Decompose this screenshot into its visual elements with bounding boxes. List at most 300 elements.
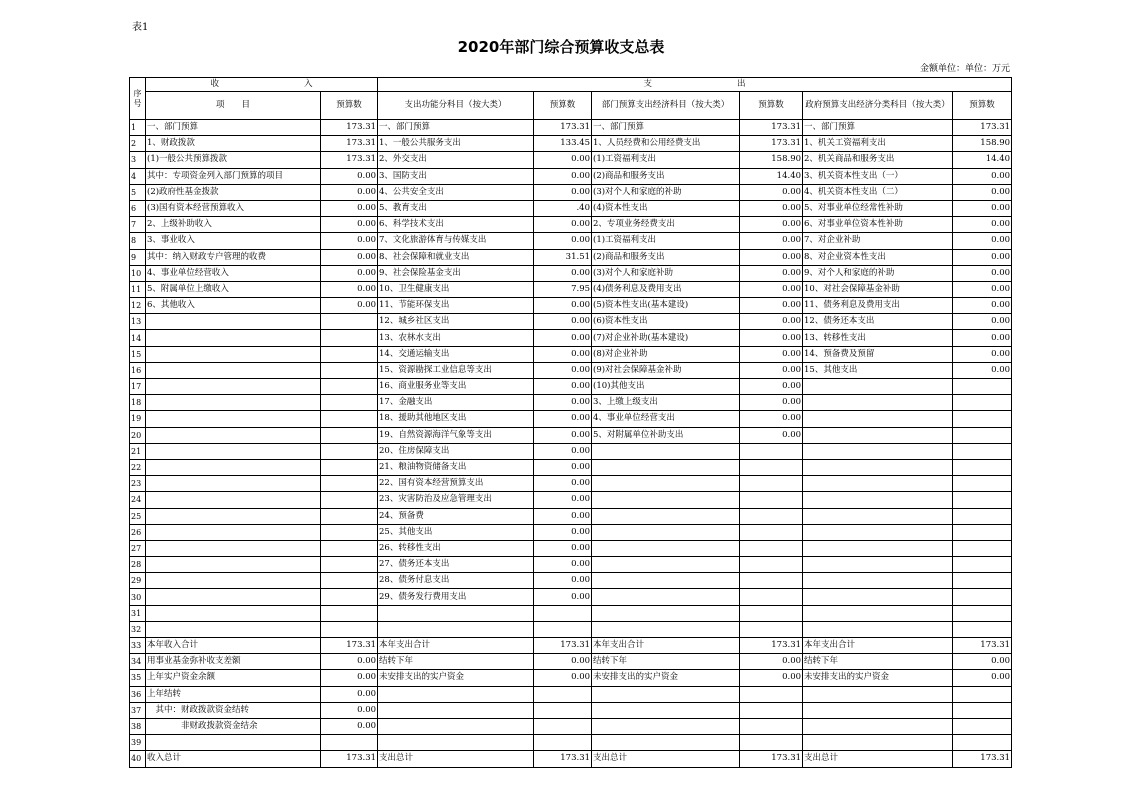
dept-econ-amount: 14.40: [740, 168, 803, 184]
gov-econ-item: 10、对社会保障基金补助: [803, 281, 953, 297]
dept-econ-item: (7)对企业补助(基本建设): [592, 330, 740, 346]
dept-econ-item: (2)商品和服务支出: [592, 168, 740, 184]
function-amount: 173.31: [534, 120, 592, 136]
row-number: 11: [130, 281, 146, 297]
gov-econ-amount: 173.31: [953, 120, 1012, 136]
table-row: [130, 718, 1012, 734]
income-item: [146, 443, 321, 459]
income-amount: [321, 411, 378, 427]
dept-econ-amount: [740, 605, 803, 621]
row-number: 27: [130, 540, 146, 556]
dept-econ-amount: 173.31: [740, 136, 803, 152]
dept-econ-item: [592, 557, 740, 573]
income-amount: 173.31: [321, 152, 378, 168]
gov-econ-item: [803, 395, 953, 411]
income-item: [146, 411, 321, 427]
function-amount: .40: [534, 200, 592, 216]
dept-econ-amount: 0.00: [740, 265, 803, 281]
row-number: 13: [130, 314, 146, 330]
dept-econ-item: 2、专项业务经费支出: [592, 217, 740, 233]
gov-econ-item: [803, 508, 953, 524]
function-amount: 0.00: [534, 573, 592, 589]
function-amount: 0.00: [534, 540, 592, 556]
function-amount: 0.00: [534, 168, 592, 184]
dept-econ-item: (4)资本性支出: [592, 200, 740, 216]
row-number: 24: [130, 492, 146, 508]
row-number: 26: [130, 524, 146, 540]
gov-econ-amount: 0.00: [953, 314, 1012, 330]
income-amount: 0.00: [321, 200, 378, 216]
dept-econ-item: [592, 718, 740, 734]
income-amount: [321, 735, 378, 751]
function-item: 29、债务发行费用支出: [378, 589, 534, 605]
dept-econ-amount: [740, 735, 803, 751]
income-amount: [321, 573, 378, 589]
gov-econ-amount: 0.00: [953, 200, 1012, 216]
function-item: 23、灾害防治及应急管理支出: [378, 492, 534, 508]
function-item: 13、农林水支出: [378, 330, 534, 346]
row-number: 5: [130, 184, 146, 200]
function-item: 27、债务还本支出: [378, 557, 534, 573]
function-amount: [534, 686, 592, 702]
gov-econ-item: [803, 605, 953, 621]
function-item: 19、自然资源海洋气象等支出: [378, 427, 534, 443]
table-row: [130, 459, 1012, 475]
income-item: [146, 589, 321, 605]
gov-econ-item: 12、债务还本支出: [803, 314, 953, 330]
function-item: 25、其他支出: [378, 524, 534, 540]
gov-econ-amount: [953, 621, 1012, 637]
gov-econ-item: 一、部门预算: [803, 120, 953, 136]
income-amount: [321, 508, 378, 524]
gov-econ-item: 1、机关工资福利支出: [803, 136, 953, 152]
function-item: 10、卫生健康支出: [378, 281, 534, 297]
gov-econ-item: 结转下年: [803, 654, 953, 670]
dept-econ-item: (2)商品和服务支出: [592, 249, 740, 265]
table-row: [130, 233, 1012, 249]
function-amount: 0.00: [534, 557, 592, 573]
function-item: 本年支出合计: [378, 638, 534, 654]
unit-label: 金额单位：单位：万元: [919, 64, 1010, 74]
row-number: 4: [130, 168, 146, 184]
income-item: [146, 492, 321, 508]
function-amount: 0.00: [534, 314, 592, 330]
dept-econ-item: [592, 621, 740, 637]
table-row: [130, 524, 1012, 540]
function-amount: 0.00: [534, 670, 592, 686]
dept-econ-item: (1)工资福利支出: [592, 152, 740, 168]
row-number: 17: [130, 379, 146, 395]
gov-econ-item: 2、机关商品和服务支出: [803, 152, 953, 168]
dept-econ-item: (10)其他支出: [592, 379, 740, 395]
income-item: [146, 476, 321, 492]
function-amount: [534, 605, 592, 621]
function-amount: 173.31: [534, 751, 592, 767]
income-item: [146, 508, 321, 524]
function-item: [378, 718, 534, 734]
gov-econ-item: 本年支出合计: [803, 638, 953, 654]
income-item: 6、其他收入: [146, 298, 321, 314]
dept-econ-amount: 0.00: [740, 346, 803, 362]
row-number: 19: [130, 411, 146, 427]
dept-econ-amount: 0.00: [740, 670, 803, 686]
function-item: 4、公共安全支出: [378, 184, 534, 200]
function-item: [378, 605, 534, 621]
gov-econ-amount: 0.00: [953, 670, 1012, 686]
table-row: [130, 751, 1012, 767]
dept-econ-amount: 0.00: [740, 314, 803, 330]
row-number: 12: [130, 298, 146, 314]
function-amount: 133.45: [534, 136, 592, 152]
gov-econ-amount: [953, 605, 1012, 621]
function-amount: 31.51: [534, 249, 592, 265]
function-item: 结转下年: [378, 654, 534, 670]
row-number: 33: [130, 638, 146, 654]
income-amount: [321, 589, 378, 605]
income-item: [146, 395, 321, 411]
gov-econ-item: 9、对个人和家庭的补助: [803, 265, 953, 281]
function-item: 22、国有资本经营预算支出: [378, 476, 534, 492]
dept-econ-amount: 0.00: [740, 654, 803, 670]
dept-econ-amount: [740, 686, 803, 702]
income-amount: 0.00: [321, 233, 378, 249]
table-row: [130, 589, 1012, 605]
gov-econ-amount: [953, 459, 1012, 475]
row-number: 40: [130, 751, 146, 767]
table-row: [130, 654, 1012, 670]
table-row: [130, 200, 1012, 216]
gov-econ-item: [803, 686, 953, 702]
gov-econ-amount: [953, 735, 1012, 751]
row-number: 37: [130, 702, 146, 718]
col-header-amount: 预算数: [953, 92, 1012, 120]
income-item: [146, 621, 321, 637]
table-row: [130, 638, 1012, 654]
income-item: 其中：财政拨款资金结转: [146, 702, 321, 718]
income-item: 4、事业单位经营收入: [146, 265, 321, 281]
gov-econ-amount: [953, 573, 1012, 589]
income-amount: 0.00: [321, 249, 378, 265]
gov-econ-amount: [953, 702, 1012, 718]
row-number: 30: [130, 589, 146, 605]
function-amount: [534, 702, 592, 718]
income-amount: 0.00: [321, 718, 378, 734]
income-item: 非财政拨款资金结余: [146, 718, 321, 734]
function-item: 14、交通运输支出: [378, 346, 534, 362]
seq-header: 序号: [130, 78, 146, 120]
row-number: 34: [130, 654, 146, 670]
gov-econ-item: [803, 476, 953, 492]
dept-econ-item: (6)资本性支出: [592, 314, 740, 330]
dept-econ-item: [592, 605, 740, 621]
header-row-1: [130, 78, 1012, 92]
function-amount: 0.00: [534, 265, 592, 281]
dept-econ-amount: 173.31: [740, 120, 803, 136]
gov-econ-amount: 0.00: [953, 233, 1012, 249]
row-number: 21: [130, 443, 146, 459]
row-number: 35: [130, 670, 146, 686]
income-item: [146, 330, 321, 346]
income-amount: 0.00: [321, 281, 378, 297]
dept-econ-amount: 173.31: [740, 638, 803, 654]
row-number: 32: [130, 621, 146, 637]
table-row: [130, 362, 1012, 378]
income-item: [146, 524, 321, 540]
function-amount: 0.00: [534, 508, 592, 524]
dept-econ-item: [592, 540, 740, 556]
gov-econ-amount: [953, 411, 1012, 427]
function-amount: 0.00: [534, 362, 592, 378]
income-item: 3、事业收入: [146, 233, 321, 249]
dept-econ-item: [592, 702, 740, 718]
function-amount: 0.00: [534, 654, 592, 670]
table-row: [130, 686, 1012, 702]
row-number: 1: [130, 120, 146, 136]
dept-econ-item: (3)对个人和家庭补助: [592, 265, 740, 281]
income-item: 收入总计: [146, 751, 321, 767]
gov-econ-item: [803, 573, 953, 589]
income-item: (2)政府性基金拨款: [146, 184, 321, 200]
income-item: 其中：纳入财政专户管理的收费: [146, 249, 321, 265]
function-item: 3、国防支出: [378, 168, 534, 184]
table-row: [130, 605, 1012, 621]
income-amount: 173.31: [321, 638, 378, 654]
dept-econ-amount: 0.00: [740, 330, 803, 346]
table-row: [130, 168, 1012, 184]
function-amount: 0.00: [534, 379, 592, 395]
row-number: 20: [130, 427, 146, 443]
gov-econ-item: 7、对企业补助: [803, 233, 953, 249]
table-row: [130, 540, 1012, 556]
function-item: 支出总计: [378, 751, 534, 767]
dept-econ-amount: [740, 702, 803, 718]
income-amount: [321, 459, 378, 475]
table-row: [130, 621, 1012, 637]
gov-econ-amount: 14.40: [953, 152, 1012, 168]
income-item: [146, 540, 321, 556]
table-row: [130, 557, 1012, 573]
dept-econ-item: [592, 686, 740, 702]
table-row: [130, 443, 1012, 459]
gov-econ-item: [803, 589, 953, 605]
dept-econ-item: [592, 508, 740, 524]
function-amount: 0.00: [534, 217, 592, 233]
row-number: 10: [130, 265, 146, 281]
gov-econ-amount: [953, 379, 1012, 395]
dept-econ-amount: 0.00: [740, 379, 803, 395]
gov-econ-item: 未安排支出的实户资金: [803, 670, 953, 686]
income-amount: 173.31: [321, 120, 378, 136]
income-amount: [321, 443, 378, 459]
gov-econ-item: 5、对事业单位经常性补助: [803, 200, 953, 216]
income-amount: [321, 524, 378, 540]
income-amount: 0.00: [321, 217, 378, 233]
income-amount: 0.00: [321, 702, 378, 718]
dept-econ-item: 5、对附属单位补助支出: [592, 427, 740, 443]
dept-econ-amount: 158.90: [740, 152, 803, 168]
gov-econ-item: 4、机关资本性支出（二）: [803, 184, 953, 200]
table-row: [130, 120, 1012, 136]
col-header-gov-economic-category: 政府预算支出经济分类科目（按大类）: [803, 92, 953, 120]
function-item: 15、资源勘探工业信息等支出: [378, 362, 534, 378]
expense-header: 支 出: [378, 78, 1012, 92]
gov-econ-amount: 173.31: [953, 751, 1012, 767]
row-number: 18: [130, 395, 146, 411]
dept-econ-item: 一、部门预算: [592, 120, 740, 136]
gov-econ-item: 8、对企业资本性支出: [803, 249, 953, 265]
gov-econ-amount: [953, 686, 1012, 702]
income-item: [146, 557, 321, 573]
row-number: 31: [130, 605, 146, 621]
dept-econ-amount: [740, 476, 803, 492]
income-amount: [321, 557, 378, 573]
income-amount: [321, 395, 378, 411]
table-row: [130, 346, 1012, 362]
income-amount: [321, 621, 378, 637]
function-item: 21、粮油物资储备支出: [378, 459, 534, 475]
dept-econ-amount: [740, 718, 803, 734]
table-row: [130, 217, 1012, 233]
table-row: [130, 427, 1012, 443]
table-row: [130, 735, 1012, 751]
function-item: [378, 686, 534, 702]
income-amount: [321, 379, 378, 395]
row-number: 36: [130, 686, 146, 702]
dept-econ-item: 结转下年: [592, 654, 740, 670]
header-row-2: [130, 92, 1012, 120]
income-item: 1、财政拨款: [146, 136, 321, 152]
function-amount: [534, 621, 592, 637]
table-row: [130, 492, 1012, 508]
col-header-item: 项 目: [146, 92, 321, 120]
function-amount: 0.00: [534, 411, 592, 427]
table-row: [130, 281, 1012, 297]
row-number: 22: [130, 459, 146, 475]
gov-econ-amount: [953, 476, 1012, 492]
table-row: [130, 330, 1012, 346]
function-item: 17、金融支出: [378, 395, 534, 411]
table-row: [130, 265, 1012, 281]
gov-econ-amount: [953, 427, 1012, 443]
dept-econ-amount: [740, 540, 803, 556]
income-item: 本年收入合计: [146, 638, 321, 654]
income-item: [146, 735, 321, 751]
income-item: 其中：专项资金列入部门预算的项目: [146, 168, 321, 184]
gov-econ-item: [803, 379, 953, 395]
income-amount: 0.00: [321, 654, 378, 670]
function-item: 9、社会保险基金支出: [378, 265, 534, 281]
income-amount: [321, 314, 378, 330]
function-item: 12、城乡社区支出: [378, 314, 534, 330]
income-item: [146, 573, 321, 589]
table-row: [130, 476, 1012, 492]
gov-econ-amount: 0.00: [953, 281, 1012, 297]
dept-econ-amount: [740, 524, 803, 540]
function-item: [378, 702, 534, 718]
income-amount: [321, 362, 378, 378]
table-row: [130, 508, 1012, 524]
income-item: 5、附属单位上缴收入: [146, 281, 321, 297]
table-row: [130, 411, 1012, 427]
function-item: 11、节能环保支出: [378, 298, 534, 314]
gov-econ-amount: 0.00: [953, 217, 1012, 233]
dept-econ-item: (1)工资福利支出: [592, 233, 740, 249]
gov-econ-amount: [953, 443, 1012, 459]
dept-econ-amount: [740, 508, 803, 524]
gov-econ-item: [803, 718, 953, 734]
income-amount: 173.31: [321, 751, 378, 767]
dept-econ-item: 本年支出合计: [592, 638, 740, 654]
row-number: 39: [130, 735, 146, 751]
gov-econ-item: [803, 443, 953, 459]
dept-econ-amount: 0.00: [740, 427, 803, 443]
function-amount: 173.31: [534, 638, 592, 654]
income-item: [146, 379, 321, 395]
gov-econ-amount: [953, 718, 1012, 734]
row-number: 15: [130, 346, 146, 362]
dept-econ-item: [592, 735, 740, 751]
dept-econ-item: 3、上缴上级支出: [592, 395, 740, 411]
gov-econ-amount: [953, 492, 1012, 508]
dept-econ-amount: [740, 621, 803, 637]
income-amount: [321, 492, 378, 508]
function-amount: 0.00: [534, 492, 592, 508]
gov-econ-amount: 0.00: [953, 184, 1012, 200]
dept-econ-amount: 0.00: [740, 217, 803, 233]
income-amount: [321, 346, 378, 362]
gov-econ-amount: 0.00: [953, 346, 1012, 362]
income-amount: 0.00: [321, 184, 378, 200]
function-item: 1、一般公共服务支出: [378, 136, 534, 152]
dept-econ-amount: 0.00: [740, 200, 803, 216]
gov-econ-amount: [953, 557, 1012, 573]
function-amount: 0.00: [534, 589, 592, 605]
function-amount: 0.00: [534, 459, 592, 475]
gov-econ-item: [803, 524, 953, 540]
function-amount: 7.95: [534, 281, 592, 297]
function-item: 24、预备费: [378, 508, 534, 524]
dept-econ-amount: [740, 557, 803, 573]
function-amount: [534, 718, 592, 734]
income-amount: 0.00: [321, 168, 378, 184]
dept-econ-item: [592, 524, 740, 540]
income-item: 2、上级补助收入: [146, 217, 321, 233]
dept-econ-amount: 0.00: [740, 395, 803, 411]
dept-econ-amount: 0.00: [740, 249, 803, 265]
function-item: 28、债务付息支出: [378, 573, 534, 589]
table-row: [130, 379, 1012, 395]
row-number: 2: [130, 136, 146, 152]
table-row: [130, 395, 1012, 411]
income-item: 用事业基金弥补收支差额: [146, 654, 321, 670]
gov-econ-amount: [953, 508, 1012, 524]
gov-econ-item: [803, 427, 953, 443]
dept-econ-item: 未安排支出的实户资金: [592, 670, 740, 686]
gov-econ-amount: 0.00: [953, 265, 1012, 281]
gov-econ-item: 支出总计: [803, 751, 953, 767]
function-amount: 0.00: [534, 524, 592, 540]
function-item: 2、外交支出: [378, 152, 534, 168]
row-number: 28: [130, 557, 146, 573]
dept-econ-item: 支出总计: [592, 751, 740, 767]
gov-econ-amount: 173.31: [953, 638, 1012, 654]
dept-econ-item: [592, 443, 740, 459]
income-item: (1)一般公共预算拨款: [146, 152, 321, 168]
row-number: 7: [130, 217, 146, 233]
dept-econ-item: (4)债务利息及费用支出: [592, 281, 740, 297]
dept-econ-amount: 0.00: [740, 362, 803, 378]
function-item: 18、援助其他地区支出: [378, 411, 534, 427]
